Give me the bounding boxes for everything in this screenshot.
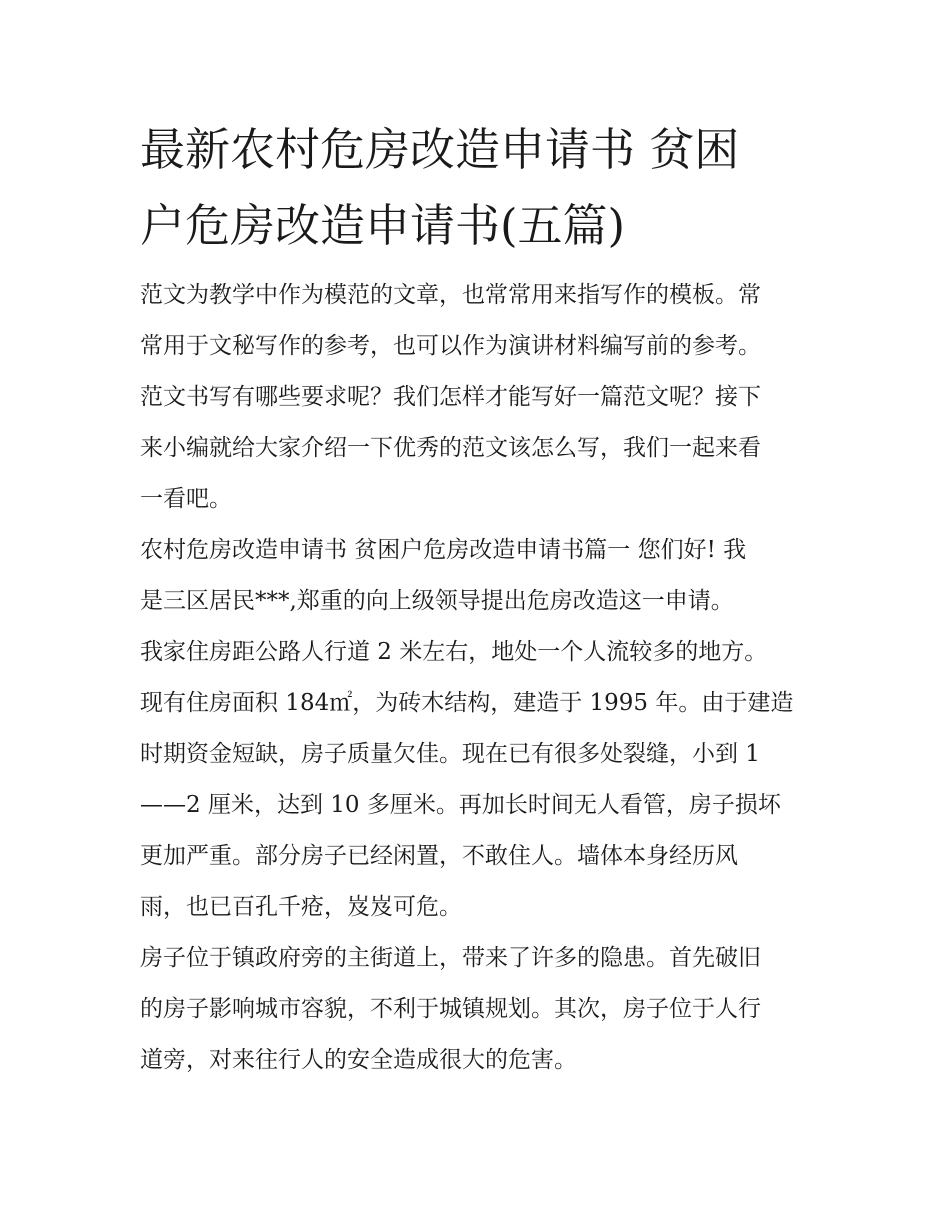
body-line: 房子位于镇政府旁的主街道上，带来了许多的隐患。首先破旧 [140, 945, 761, 971]
body-line: 来小编就给大家介绍一下优秀的范文该怎么写，我们一起来看 [140, 435, 761, 461]
document-title [140, 112, 812, 264]
body-line: ——2 厘米，达到 10 多厘米。再加长时间无人看管，房子损坏 [140, 792, 781, 818]
body-line: 农村危房改造申请书 贫困户危房改造申请书篇一 您们好! 我 [140, 537, 747, 563]
body-line: 范文为教学中作为模范的文章，也常常用来指写作的模板。常 [140, 282, 761, 308]
body-line: 现有住房面积 184㎡，为砖木结构，建造于 1995 年。由于建造 [140, 690, 794, 716]
body-line: 是三区居民***,郑重的向上级领导提出危房改造这一申请。 [140, 588, 734, 614]
body-line: 雨，也已百孔千疮，岌岌可危。 [140, 894, 462, 920]
body-line: 一看吧。 [140, 486, 232, 512]
title-line: 最新农村危房改造申请书 贫困 [140, 123, 740, 176]
title-line: 户危房改造申请书(五篇) [140, 199, 626, 252]
body-line: 的房子影响城市容貌，不利于城镇规划。其次，房子位于人行 [140, 996, 761, 1022]
body-line: 时期资金短缺，房子质量欠佳。现在已有很多处裂缝，小到 1 [140, 741, 760, 767]
body-line: 范文书写有哪些要求呢？我们怎样才能写好一篇范文呢？接下 [140, 384, 761, 410]
body-line: 更加严重。部分房子已经闲置，不敢住人。墙体本身经历风 [140, 843, 738, 869]
body-line: 常用于文秘写作的参考，也可以作为演讲材料编写前的参考。 [140, 333, 761, 359]
document-page [140, 112, 812, 1086]
document-body [140, 270, 812, 1086]
body-line: 道旁，对来往行人的安全造成很大的危害。 [140, 1047, 577, 1073]
body-line: 我家住房距公路人行道 2 米左右，地处一个人流较多的地方。 [140, 639, 768, 665]
